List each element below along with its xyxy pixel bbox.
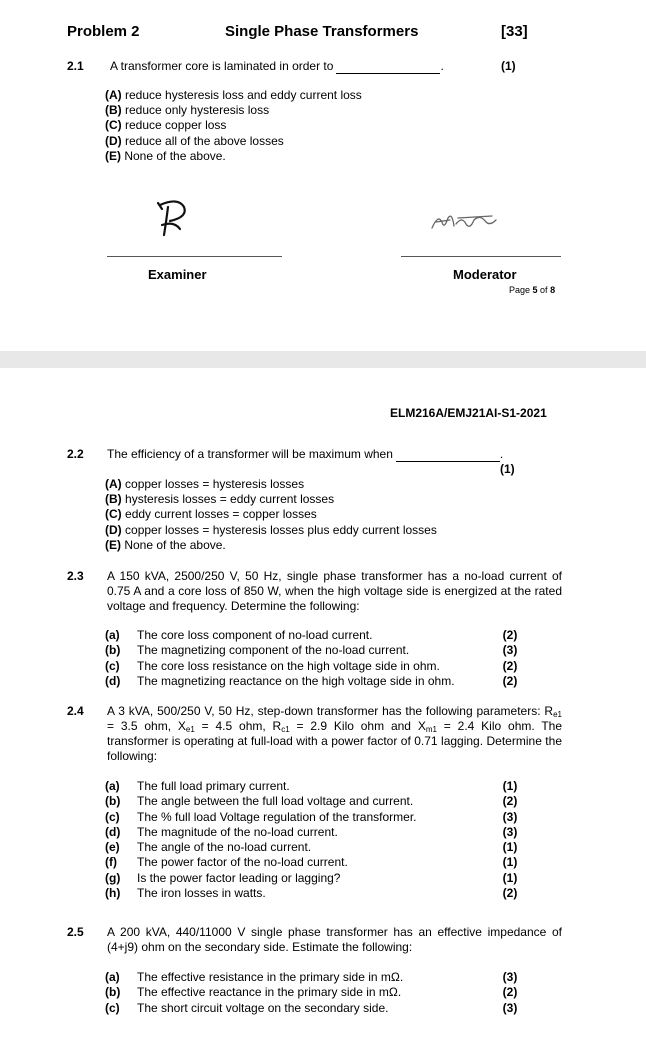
moderator-label: Moderator xyxy=(453,267,517,282)
question-period: . xyxy=(440,59,444,73)
question-text: A 150 kVA, 2500/250 V, 50 Hz, single phase transformer has a no-load current of 0.75 A and a core loss of 850 W, when the high voltage side is energized at the rated voltage and frequency. Determine the following: xyxy=(107,569,562,613)
subquestion-item: (b) The angle between the full load voltage and current. xyxy=(105,794,414,809)
subquestion-marks: (2) xyxy=(502,794,518,809)
subquestion-marks: (1) xyxy=(502,840,518,855)
answer-blank xyxy=(396,449,500,462)
subquestion-list xyxy=(105,970,403,1016)
total-marks: [33] xyxy=(501,23,528,40)
question-period: . xyxy=(499,447,504,461)
subquestion-item: (c) The short circuit voltage on the secondary side. xyxy=(105,1000,389,1015)
subquestion-marks: (1) xyxy=(502,870,518,885)
subquestion-marks: (2) xyxy=(502,985,518,1000)
question-text xyxy=(110,59,444,74)
question-marks: (1) xyxy=(501,59,516,73)
subquestion-marks: (3) xyxy=(502,824,518,839)
page-number: Page 5 of 8 xyxy=(509,285,556,295)
subquestion-item: (a) The core loss component of no-load current. xyxy=(105,628,373,642)
options-list xyxy=(105,477,437,553)
question-stem: The efficiency of a transformer will be maximum when xyxy=(107,447,393,461)
question-text xyxy=(107,447,503,462)
subquestion-item: (c) The % full load Voltage regulation of the transformer. xyxy=(105,809,417,824)
subquestion-list xyxy=(105,779,417,901)
options-list xyxy=(105,88,362,164)
answer-blank xyxy=(336,61,440,74)
option-item: (A) reduce hysteresis loss and eddy current loss xyxy=(105,88,362,102)
question-number: 2.1 xyxy=(67,59,84,73)
option-item: (D) copper losses = hysteresis losses plus eddy current losses xyxy=(105,522,437,537)
subquestion-marks: (3) xyxy=(502,970,518,984)
marks-column xyxy=(500,628,520,689)
question-number: 2.2 xyxy=(67,447,84,461)
section-title: Single Phase Transformers xyxy=(225,23,419,40)
subquestion-item: (g) Is the power factor leading or lagging? xyxy=(105,870,341,885)
option-item: (C) eddy current losses = copper losses xyxy=(105,507,317,522)
subquestion-item: (a) The effective resistance in the primary side in mΩ. xyxy=(105,970,404,984)
subquestion-item: (d) The magnetizing reactance on the high voltage side in ohm. xyxy=(105,673,455,688)
subquestion-list xyxy=(105,628,455,689)
question-number: 2.4 xyxy=(67,704,84,718)
subquestion-marks: (2) xyxy=(502,673,518,688)
option-item: (E) None of the above. xyxy=(105,537,226,552)
subquestion-item: (h) The iron losses in watts. xyxy=(105,886,266,901)
subquestion-item: (d) The magnitude of the no-load current. xyxy=(105,824,338,839)
question-marks: (1) xyxy=(500,462,515,476)
question-number: 2.5 xyxy=(67,925,84,939)
question-stem: A transformer core is laminated in order to xyxy=(110,59,334,73)
problem-label: Problem 2 xyxy=(67,23,140,40)
examiner-label: Examiner xyxy=(148,267,207,282)
subquestion-item: (e) The angle of the no-load current. xyxy=(105,840,312,855)
subquestion-item: (b) The magnetizing component of the no-load current. xyxy=(105,643,410,658)
examiner-signature xyxy=(148,195,198,240)
question-text: A 200 kVA, 440/11000 V single phase transformer has an effective impedance of (4+j9) ohm on the secondary side. Estimate the following: xyxy=(107,925,562,954)
subquestion-item: (a) The full load primary current. xyxy=(105,779,290,793)
subquestion-marks: (1) xyxy=(502,779,518,793)
option-item: (E) None of the above. xyxy=(105,148,226,163)
page-break xyxy=(0,351,646,368)
moderator-signature-line xyxy=(401,256,561,257)
examiner-signature-line xyxy=(107,256,282,257)
subquestion-marks: (2) xyxy=(502,628,518,642)
option-item: (B) reduce only hysteresis loss xyxy=(105,103,270,118)
subquestion-marks: (1) xyxy=(502,855,518,870)
moderator-signature xyxy=(428,208,500,236)
subquestion-marks: (3) xyxy=(502,809,518,824)
document-code: ELM216A/EMJ21AI-S1-2021 xyxy=(390,406,547,420)
question-text: A 3 kVA, 500/250 V, 50 Hz, step-down transformer has the following parameters: $R_{e1} = 3.5$ ohm, $X_{e1} = 4.5$ ohm, $R_{c1} = 2.9$ Kilo ohm and $X_{m1} = 2.4$ Kilo ohm. The transformer is operating at full-load with a power factor of 0.71 lagging. Determine the following: xyxy=(107,704,563,763)
marks-column xyxy=(500,970,520,1016)
option-item: (B) hysteresis losses = eddy current losses xyxy=(105,492,335,507)
option-item: (D) reduce all of the above losses xyxy=(105,133,284,148)
subquestion-marks: (3) xyxy=(502,1000,518,1015)
option-item: (A) copper losses = hysteresis losses xyxy=(105,477,305,491)
question-number: 2.3 xyxy=(67,569,84,583)
subquestion-item: (b) The effective reactance in the primary side in mΩ. xyxy=(105,985,402,1000)
marks-column xyxy=(500,779,520,901)
subquestion-marks: (3) xyxy=(502,643,518,658)
subquestion-item: (f) The power factor of the no-load current. xyxy=(105,855,348,870)
subquestion-item: (c) The core loss resistance on the high voltage side in ohm. xyxy=(105,658,440,673)
option-item: (C) reduce copper loss xyxy=(105,118,227,133)
subquestion-marks: (2) xyxy=(502,886,518,901)
subquestion-marks: (2) xyxy=(502,658,518,673)
